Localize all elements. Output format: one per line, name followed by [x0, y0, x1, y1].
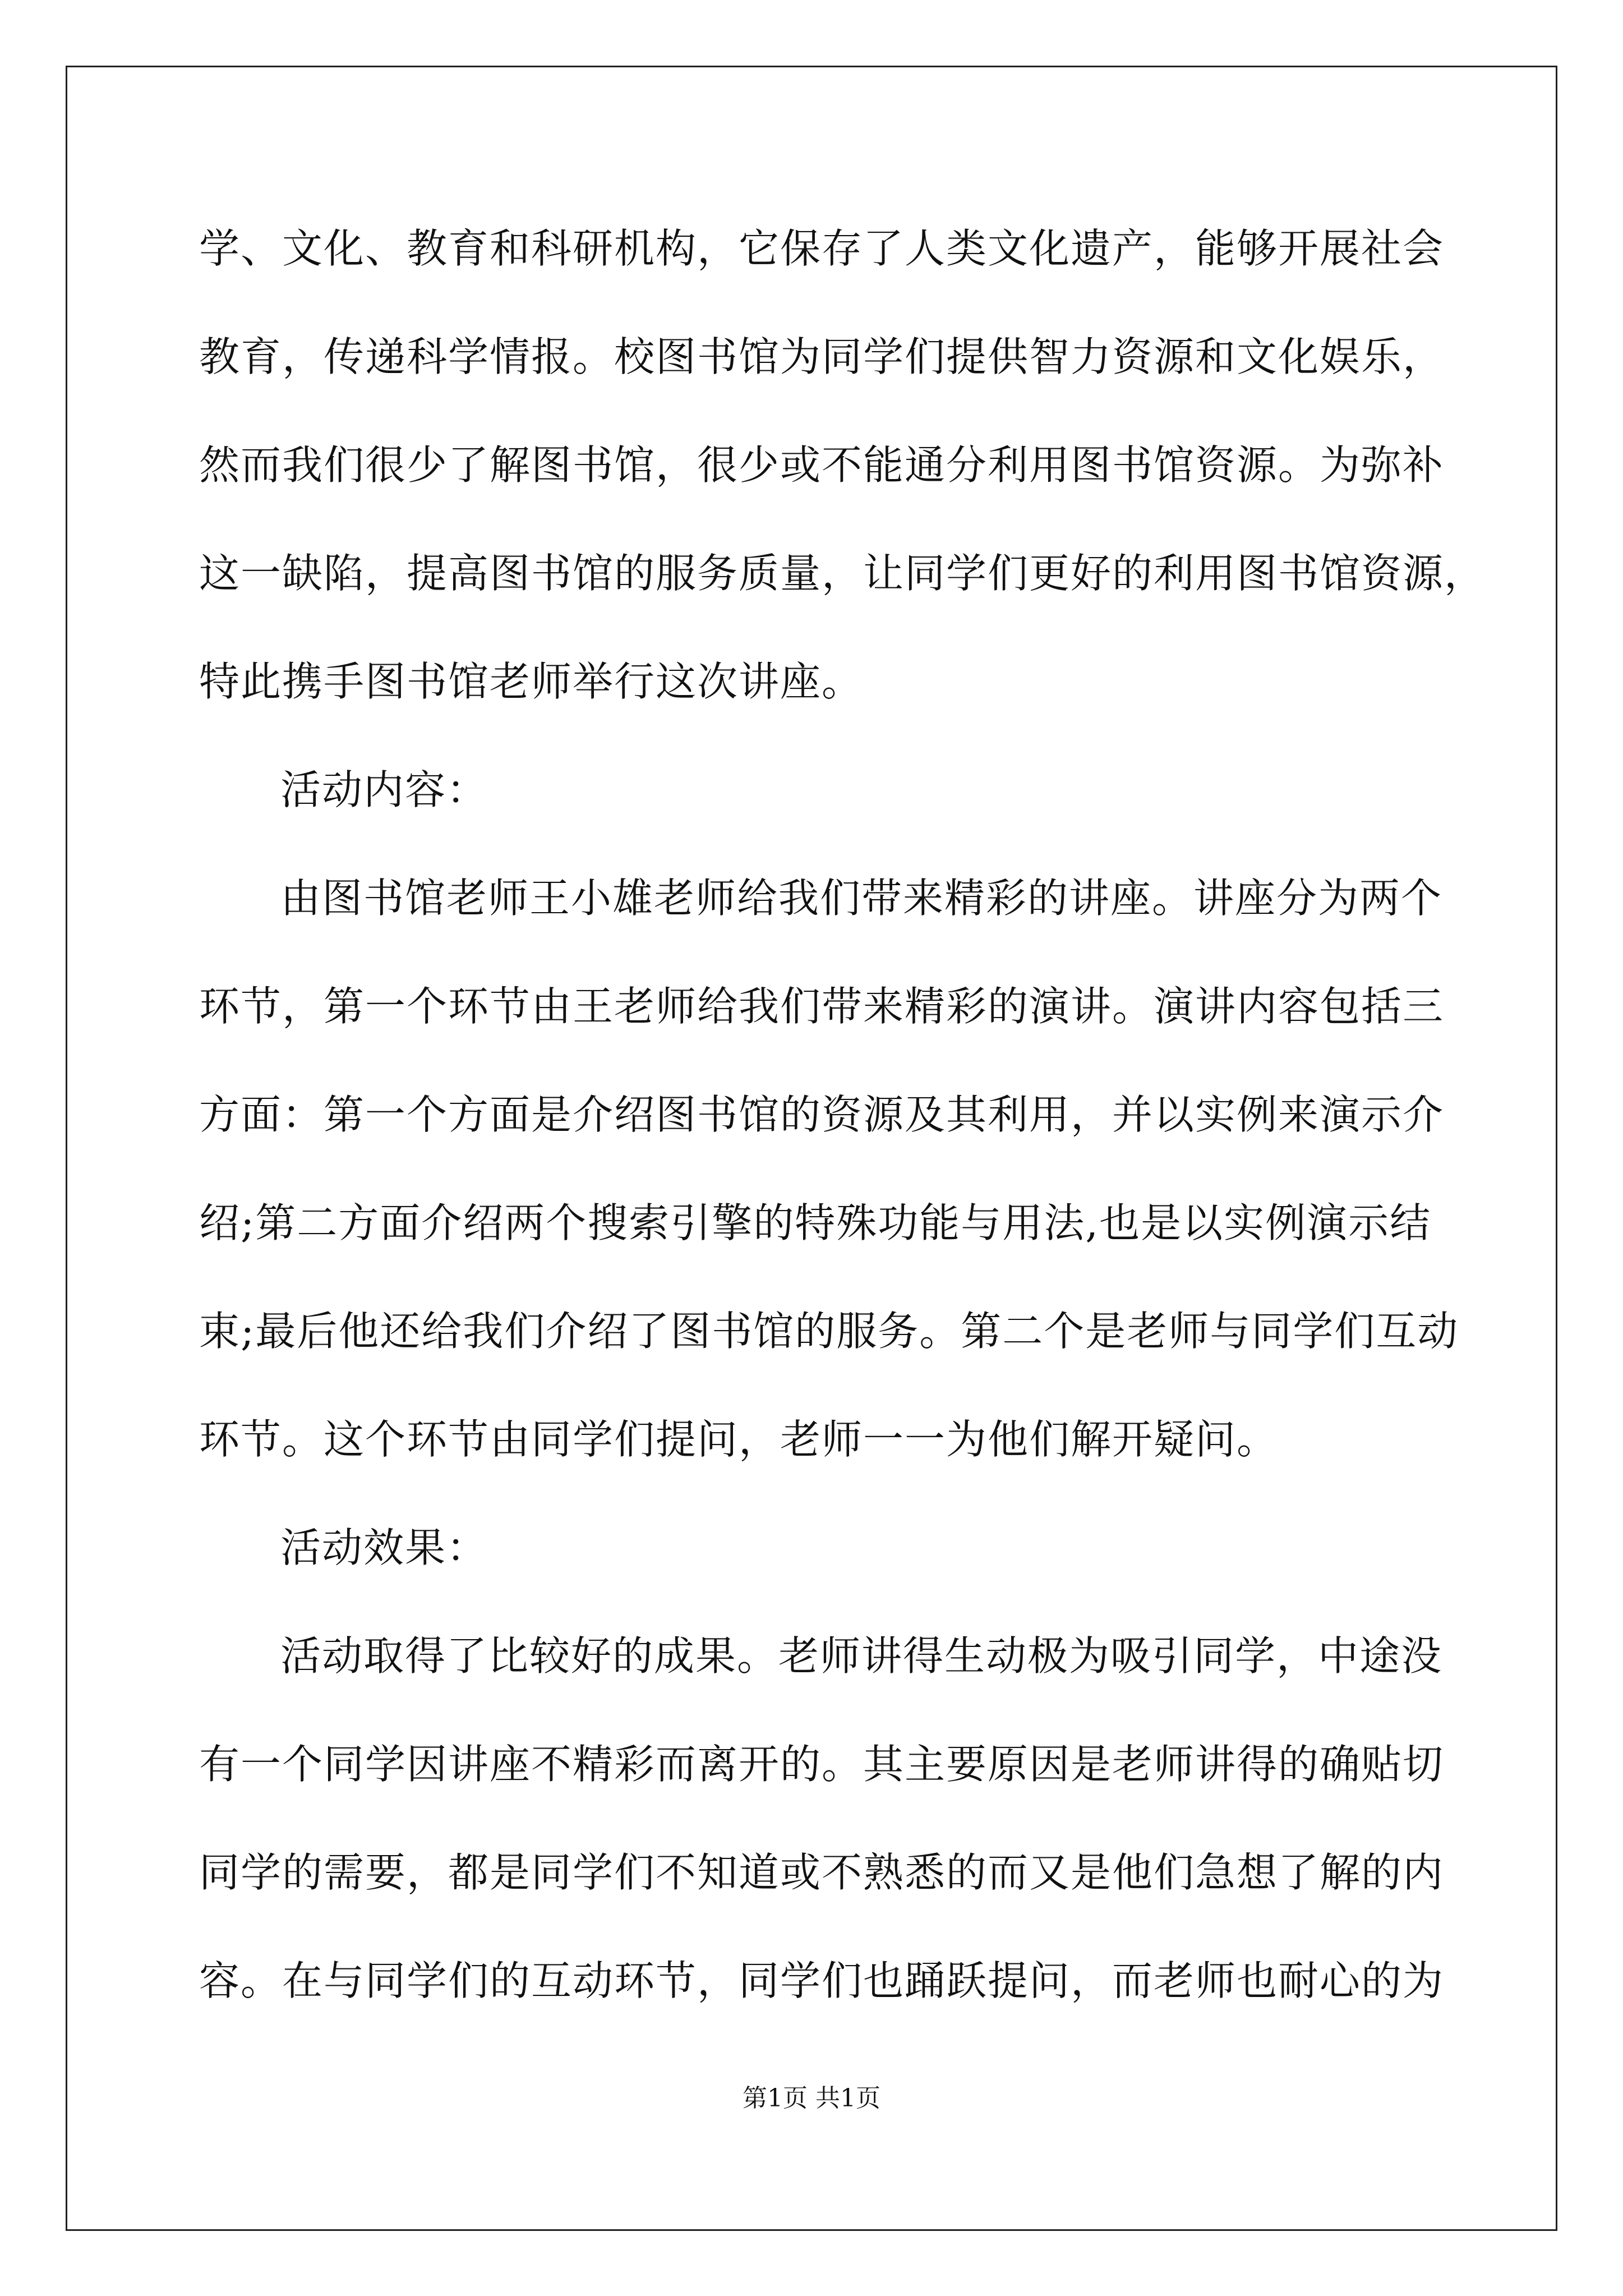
body-line: 束;最后他还给我们介绍了图书馆的服务。第二个是老师与同学们互动 — [199, 1308, 1459, 1355]
body-line: 同学的需要，都是同学们不知道或不熟悉的而又是他们急想了解的内 — [199, 1849, 1445, 1896]
body-line: 方面：第一个方面是介绍图书馆的资源及其利用，并以实例来演示介 — [199, 1091, 1445, 1138]
body-line: 环节。这个环节由同学们提问，老师一一为他们解开疑问。 — [199, 1416, 1279, 1463]
section-heading-activity-content: 活动内容： — [280, 766, 488, 813]
body-line: 有一个同学因讲座不精彩而离开的。其主要原因是老师讲得的确贴切 — [199, 1741, 1445, 1788]
body-line: 学、文化、教育和科研机构，它保存了人类文化遗产，能够开展社会 — [199, 225, 1445, 272]
body-line: 容。在与同学们的互动环节，同学们也踊跃提问，而老师也耐心的为 — [199, 1957, 1445, 2004]
body-line: 绍;第二方面介绍两个搜索引擎的特殊功能与用法,也是以实例演示结 — [199, 1199, 1432, 1246]
body-line: 由图书馆老师王小雄老师给我们带来精彩的讲座。讲座分为两个 — [280, 875, 1443, 922]
body-line: 环节，第一个环节由王老师给我们带来精彩的演讲。演讲内容包括三 — [199, 983, 1445, 1030]
page-number: 第1页 共1页 — [743, 2084, 880, 2113]
body-line: 活动取得了比较好的成果。老师讲得生动极为吸引同学，中途没 — [280, 1632, 1443, 1680]
body-line: 这一缺陷，提高图书馆的服务质量，让同学们更好的利用图书馆资源， — [199, 550, 1486, 597]
page-border — [66, 66, 1557, 2231]
body-line: 然而我们很少了解图书馆，很少或不能通分利用图书馆资源。为弥补 — [199, 441, 1445, 489]
section-heading-activity-effect: 活动效果： — [280, 1524, 488, 1571]
body-line: 特此携手图书馆老师举行这次讲座。 — [199, 658, 864, 705]
body-line: 教育，传递科学情报。校图书馆为同学们提供智力资源和文化娱乐， — [199, 333, 1445, 380]
